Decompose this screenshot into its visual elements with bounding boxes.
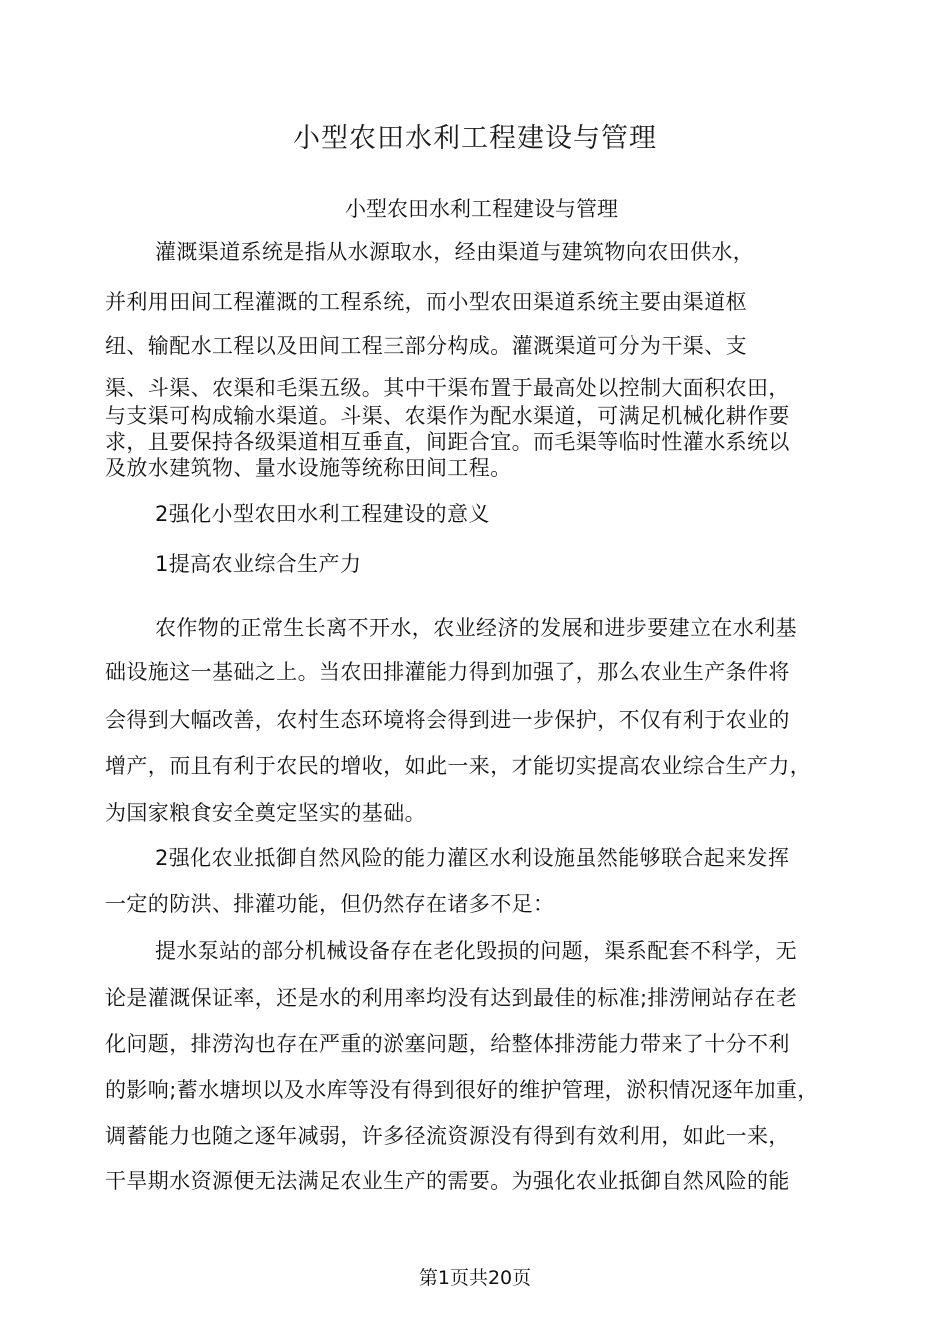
paragraph-1-line: 并利用田间工程灌溉的工程系统，而小型农田渠道系统主要由渠道枢: [105, 290, 747, 314]
paragraph-2-line: 会得到大幅改善，农村生态环境将会得到进一步保护，不仅有利于农业的: [105, 708, 790, 732]
paragraph-1-line: 求，且要保持各级渠道相互垂直，间距合宜。而毛渠等临时性灌水系统以: [105, 430, 790, 454]
paragraph-3-line: 一定的防洪、排灌功能，但仍然存在诸多不足：: [105, 892, 555, 916]
paragraph-4-line: 化问题，排涝沟也存在严重的淤塞问题，给整体排涝能力带来了十分不利: [105, 1032, 790, 1056]
document-subtitle: 小型农田水利工程建设与管理: [345, 197, 618, 221]
paragraph-4-line: 的影响;蓄水塘坝以及水库等没有得到很好的维护管理，淤积情况逐年加重，: [105, 1078, 819, 1102]
paragraph-1-line: 纽、输配水工程以及田间工程三部分构成。灌溉渠道可分为干渠、支: [105, 334, 747, 358]
page-number: 第1页共20页: [418, 1267, 532, 1289]
paragraph-3-line: 2强化农业抵御自然风险的能力灌区水利设施虽然能够联合起来发挥: [155, 846, 790, 870]
paragraph-2-line: 农作物的正常生长离不开水，农业经济的发展和进步要建立在水利基: [155, 616, 797, 640]
paragraph-1-line: 灌溉渠道系统是指从水源取水，经由渠道与建筑物向农田供水，: [155, 240, 755, 264]
paragraph-4-line: 提水泵站的部分机械设备存在老化毁损的问题，渠系配套不科学，无: [155, 939, 797, 963]
paragraph-4-line: 干旱期水资源便无法满足农业生产的需要。为强化农业抵御自然风险的能: [105, 1169, 790, 1193]
paragraph-4-line: 论是灌溉保证率，还是水的利用率均没有达到最佳的标准;排涝闸站存在老: [105, 986, 798, 1010]
paragraph-2-line: 为国家粮食安全奠定坚实的基础。: [105, 801, 426, 825]
paragraph-2-line: 础设施这一基础之上。当农田排灌能力得到加强了，那么农业生产条件将: [105, 660, 790, 684]
paragraph-1-line: 与支渠可构成输水渠道。斗渠、农渠作为配水渠道，可满足机械化耕作要: [105, 404, 790, 428]
paragraph-1-line: 及放水建筑物、量水设施等统称田间工程。: [105, 456, 512, 480]
subsection-heading: 1提高农业综合生产力: [155, 552, 362, 576]
paragraph-1-line: 渠、斗渠、农渠和毛渠五级。其中干渠布置于最高处以控制大面积农田，: [105, 376, 790, 400]
paragraph-4-line: 调蓄能力也随之逐年减弱，许多径流资源没有得到有效利用，如此一来，: [105, 1124, 790, 1148]
document-title: 小型农田水利工程建设与管理: [293, 123, 657, 154]
section-heading: 2强化小型农田水利工程建设的意义: [155, 502, 490, 526]
paragraph-2-line: 增产，而且有利于农民的增收，如此一来，才能切实提高农业综合生产力，: [105, 754, 812, 778]
